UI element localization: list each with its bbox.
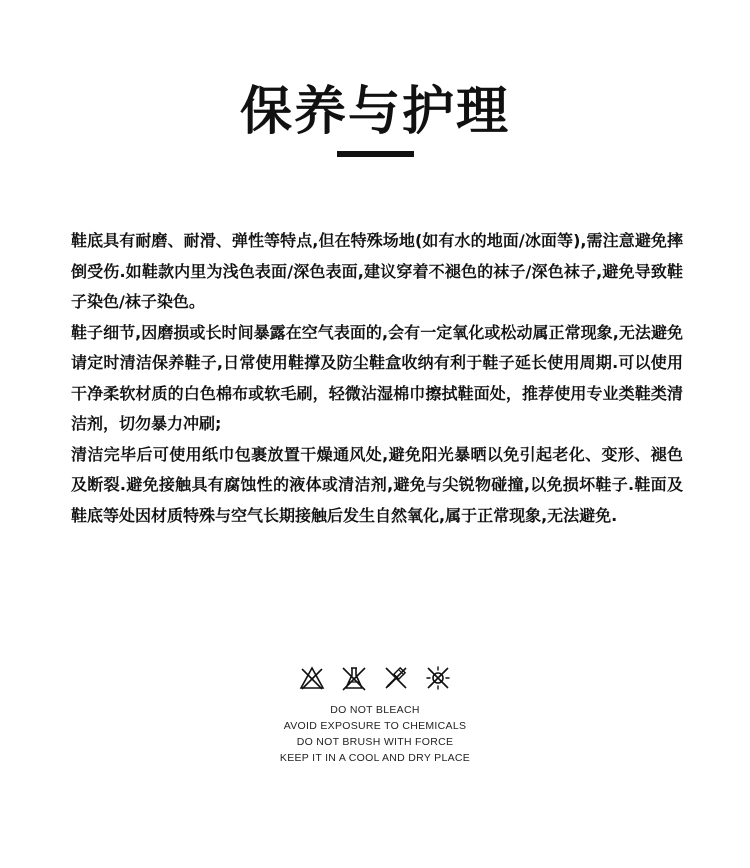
paragraph-drying-storage: 清洁完毕后可使用纸巾包裹放置干燥通风处,避免阳光暴晒以免引起老化、变形、褪色及断裂.避免接触具有腐蚀性的液体或清洁剂,避免与尖锐物碰撞,以免损坏鞋子.鞋面及鞋底等处因材质特殊与空气长期接触后发生自然氧化,属于正常现象,无法避免. [71,444,683,525]
no-chemicals-icon [341,665,367,691]
care-line-brush: DO NOT BRUSH WITH FORCE [296,736,454,748]
care-instructions-text [71,226,683,531]
no-brush-icon [383,665,409,691]
care-symbols [0,665,750,691]
care-line-chemicals: AVOID EXPOSURE TO CHEMICALS [283,720,467,732]
title-underline [337,151,414,157]
page-title: 保养与护理 [239,82,510,142]
paragraph-sole-and-socks: 鞋底具有耐磨、耐滑、弹性等特点,但在特殊场地(如有水的地面/冰面等),需注意避免摔倒受伤.如鞋款内里为浅色表面/深色表面,建议穿着不褪色的袜子/深色袜子,避免导致鞋子染色/袜子染色。 [71,231,683,311]
care-line-storage: KEEP IT IN A COOL AND DRY PLACE [279,752,471,764]
no-bleach-icon [299,665,325,691]
no-sun-icon [425,665,451,691]
care-line-bleach: DO NOT BLEACH [330,704,420,716]
care-instructions-english [0,702,750,766]
paragraph-cleaning-maintenance: 鞋子细节,因磨损或长时间暴露在空气表面的,会有一定氧化或松动属正常现象,无法避免请定时清洁保养鞋子,日常使用鞋撑及防尘鞋盒收纳有利于鞋子延长使用周期.可以使用干净柔软材质的白色棉布或软毛刷，轻微沾湿棉巾擦拭鞋面处，推荐使用专业类鞋类清洁剂，切勿暴力冲刷; [71,322,683,433]
